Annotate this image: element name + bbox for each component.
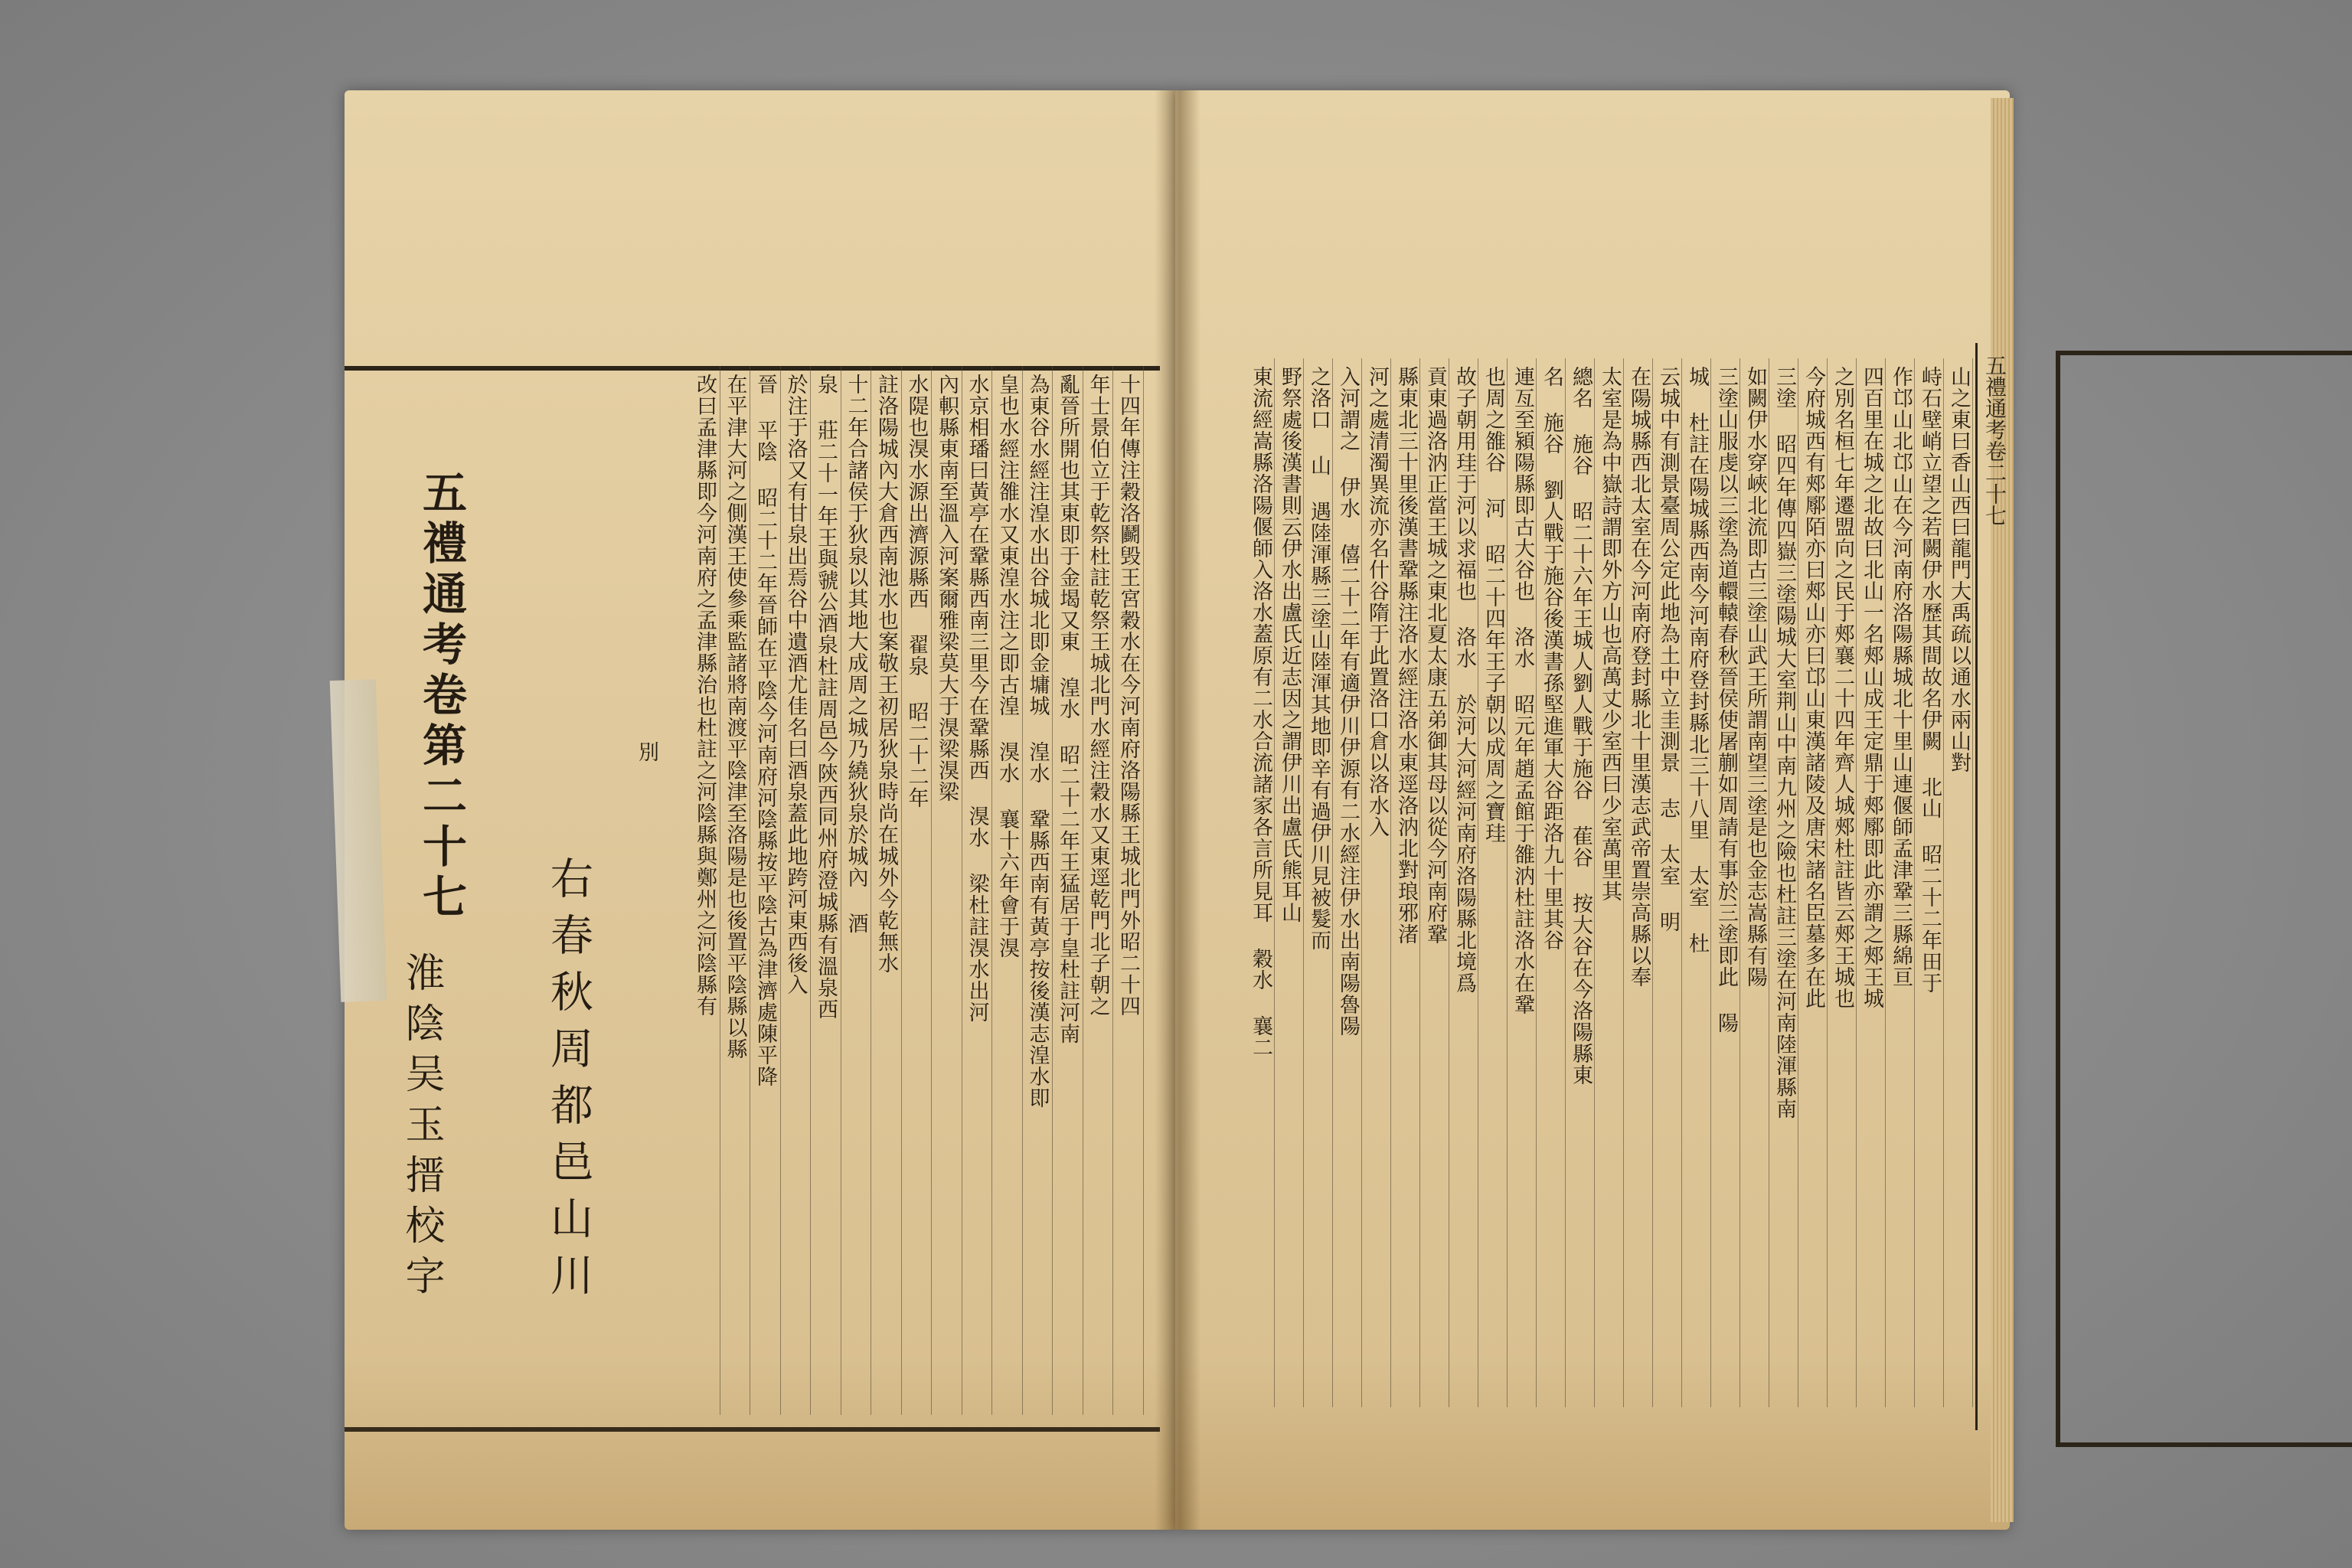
column-rule: [931, 366, 932, 1415]
text-column: 河之處清濁異流亦名什谷隋于此置洛口倉以洛水入: [1365, 366, 1389, 838]
text-column: 也周之雒谷 河 昭二十四年王子朝以成周之寶珪: [1481, 366, 1505, 844]
text-column: 皇也水經注雒水又東湟水注之即古湟 湨水 襄十六年會于湨: [995, 374, 1019, 959]
text-column: 貢東過洛汭正當王城之東北夏太康五弟御其母以從今河南府鞏: [1423, 366, 1447, 945]
editor-credit: 淮陰吴玉搢校字: [398, 952, 444, 1305]
column-rule: [1885, 358, 1886, 1407]
text-column: 十四年傳注穀洛鬬毁王宮穀水在今河南府洛陽縣王城北門外昭二十四: [1116, 374, 1140, 1017]
column-rule: [901, 366, 902, 1415]
open-book: [337, 90, 2014, 1530]
text-column: 三塗山服虔以三塗為道轘轅春秋晉侯使屠蒯如周請有事於三塗即此 陽: [1714, 366, 1738, 1034]
column-rule: [810, 366, 811, 1415]
column-rule: [1914, 358, 1915, 1407]
text-column: 云城中有測景臺周公定此地為土中立圭測景 志 太室 明: [1656, 366, 1680, 933]
text-column: 故子朝用珪于河以求福也 洛水 於河大河經河南府洛陽縣北境爲: [1452, 366, 1476, 994]
section-heading: 右春秋周都邑山川: [544, 856, 593, 1309]
book-title: 五禮通考卷第二十七: [415, 469, 467, 924]
text-column: 連亙至潁陽縣即古大谷也 洛水 昭元年趙孟館于雒汭杜註洛水在鞏: [1511, 366, 1534, 1015]
right-page-frame: [2056, 351, 2352, 1447]
column-rule: [1536, 358, 1537, 1407]
text-column: 泉 莊二十一年王與虢公酒泉杜註周邑今陝西同州府澄城縣有溫泉西: [814, 374, 838, 1020]
text-column: 晉 平陰 昭二十二年晉師在平陰今河南府河陰縣按平陰古為津濟處陳平降: [753, 374, 777, 1087]
text-column: 峙石壁峭立望之若闕伊水歷其間故名伊闕 北山 昭二十二年田于: [1918, 366, 1942, 994]
book-gutter: [1155, 90, 1200, 1530]
text-column: 作邙山北邙山在今河南府洛陽縣城北十里山連偃師孟津鞏三縣綿亘: [1889, 366, 1913, 988]
text-column: 縣東北三十里後漢書鞏縣注洛水經注洛水東逕洛汭北對琅邪渚: [1394, 366, 1418, 945]
text-column: 年士景伯立于乾祭杜註乾祭王城北門水經注穀水又東逕乾門北子朝之: [1086, 374, 1110, 1017]
text-column: 之別名桓七年遷盟向之民于郟襄二十四年齊人城郟杜註皆云郟王城也: [1831, 366, 1854, 1009]
text-column: 名 施谷 劉人戰于施谷後漢書孫堅進軍大谷距洛九十里其谷: [1540, 366, 1563, 951]
text-column: 註洛陽城內大倉西南池水也案敬王初居狄泉時尚在城外今乾無水: [874, 374, 898, 974]
column-rule: [1274, 358, 1275, 1407]
text-column: 入河謂之 伊水 僖二十二年有適伊川伊源有二水經注伊水出南陽魯陽: [1336, 366, 1360, 1037]
running-title: 五禮通考卷二十七: [1982, 354, 2007, 526]
text-column: 水隄也湨水源出濟源縣西 翟泉 昭二十二年: [904, 374, 929, 808]
text-column: 十二年合諸侯于狄泉以其地大成周之城乃繞狄泉於城內 酒: [844, 374, 868, 934]
column-rule: [1710, 358, 1711, 1407]
text-column: 在陽城縣西北太室在今河南府登封縣北十里漢志武帝置崇高縣以奉: [1627, 366, 1651, 988]
left-page-stain: [345, 1354, 1175, 1530]
text-column: 為東谷水經注湟水出谷城北即金墉城 湟水 鞏縣西南有黃亭按後漢志湟水即: [1025, 374, 1050, 1109]
text-column: 之洛口 山 遇陸渾縣三塗山陸渾其地即辛有過伊川見被髮而: [1307, 366, 1331, 951]
column-rule: [1565, 358, 1566, 1407]
column-rule: [1943, 358, 1944, 1407]
text-column: 亂晉所開也其東即于金堨又東 湟水 昭二十二年王猛居于皇杜註河南: [1056, 374, 1080, 1044]
column-rule: [1052, 366, 1053, 1415]
column-rule: [1972, 358, 1973, 1407]
text-column: 野祭處後漢書則云伊水出盧氏近志因之謂伊川出盧氏熊耳山: [1278, 366, 1302, 923]
column-rule: [1419, 358, 1420, 1407]
text-column: 城 杜註在陽城縣西南今河南府登封縣北三十八里 太室 杜: [1685, 366, 1709, 954]
text-column: 四百里在城之北故曰北山一名郟山成王定鼎于郟鄏即此亦謂之郟王城: [1860, 366, 1883, 1009]
column-rule: [1303, 358, 1304, 1407]
column-rule: [1507, 358, 1508, 1407]
text-column: 今府城西有郟鄏陌亦曰郟山亦曰邙山東漢諸陵及唐宋諸名臣墓多在此: [1802, 366, 1825, 1009]
column-rule: [1623, 358, 1624, 1407]
text-column: 內軹縣東南至溫入河案爾雅梁莫大于湨梁湨梁: [935, 374, 959, 802]
column-rule: [991, 366, 992, 1415]
text-column: 如闕伊水穿峽北流即古三塗山武王所謂南望三塗是也金志嵩縣有陽: [1743, 366, 1767, 988]
column-rule: [1332, 358, 1333, 1407]
text-column: 三塗 昭四年傳四嶽三塗陽城大室荆山中南九州之險也杜註三塗在河南陸渾縣南: [1772, 366, 1796, 1119]
trailing-note: 別: [635, 741, 658, 763]
column-rule: [1681, 358, 1682, 1407]
column-rule: [1112, 366, 1113, 1415]
column-rule: [1827, 358, 1828, 1407]
column-rule: [1652, 358, 1653, 1407]
column-rule: [780, 366, 781, 1415]
column-rule: [1361, 358, 1362, 1407]
text-column: 改曰孟津縣即今河南府之孟津縣治也杜註之河陰縣與鄭州之河陰縣有: [693, 374, 717, 1017]
text-column: 在平津大河之側漢王使參乘監諸將南渡平陰津至洛陽是也後置平陰縣以縣: [723, 374, 747, 1060]
column-rule: [1022, 366, 1023, 1415]
text-column: 水京相璠曰黃亭在鞏縣西南三里今在鞏縣西 湨水 梁杜註湨水出河: [965, 374, 989, 1023]
text-column: 山之東曰香山西曰龍門大禹疏以通水兩山對: [1947, 366, 1971, 773]
column-rule: [1856, 358, 1857, 1407]
text-column: 東流經嵩縣洛陽偃師入洛水蓋原有二水合流諸家各言所見耳 穀水 襄二: [1249, 366, 1272, 1058]
text-column: 於注于洛又有甘泉出焉谷中遺酒尤佳名曰酒泉蓋此地跨河東西後入: [783, 374, 808, 995]
column-rule: [1143, 366, 1144, 1415]
column-rule: [1594, 358, 1595, 1407]
text-column: 太室是為中嶽詩謂即外方山也高萬丈少室西曰少室萬里其: [1598, 366, 1622, 902]
column-rule: [1390, 358, 1391, 1407]
text-column: 總名 施谷 昭二十六年王城人劉人戰于施谷 萑谷 按大谷在今洛陽縣東: [1569, 366, 1592, 1086]
